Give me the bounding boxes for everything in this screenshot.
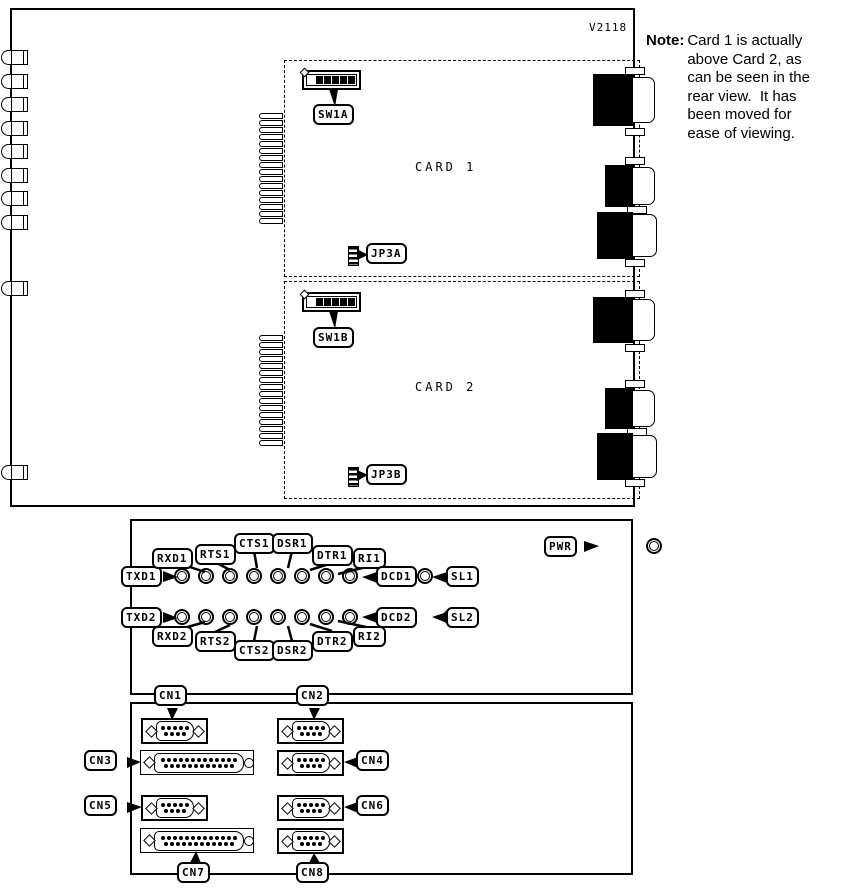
board-led-icon <box>1 97 28 112</box>
sl1-label: SL1 <box>446 566 479 587</box>
screw-hole-icon <box>328 757 341 770</box>
led-icon <box>318 568 334 584</box>
sl1-led-icon <box>417 568 433 584</box>
card1-rear-connector-face <box>632 214 657 257</box>
sl2-label: SL2 <box>446 607 479 628</box>
card1-name: CARD 1 <box>415 160 477 174</box>
ri1-label: RI1 <box>353 548 386 569</box>
dsr1-label: DSR1 <box>272 533 313 554</box>
txd2-label: TXD2 <box>121 607 162 628</box>
cts2-label: CTS2 <box>234 640 275 661</box>
rxd1-label: RXD1 <box>152 548 193 569</box>
dcd1-label: DCD1 <box>376 566 417 587</box>
board-led-icon <box>1 191 28 206</box>
rts1-label: RTS1 <box>195 544 236 565</box>
board-led-icon <box>1 50 28 65</box>
board-edge-led <box>1 465 28 480</box>
card2-edge-connector-icon <box>259 335 283 447</box>
card1-rear-connector-face <box>632 77 655 123</box>
card2-rear-connector-body <box>605 388 633 429</box>
led-icon <box>342 609 358 625</box>
cn4-label: CN4 <box>356 750 389 771</box>
led-icon <box>318 609 334 625</box>
screw-hole-icon <box>244 836 254 846</box>
led-icon <box>198 609 214 625</box>
pwr-label: PWR <box>544 536 577 557</box>
screw-hole-icon <box>328 802 341 815</box>
board-led-icon <box>1 168 28 183</box>
note-block <box>646 32 810 143</box>
led-icon <box>222 568 238 584</box>
note-label: Note: <box>646 32 685 49</box>
led-row-1 <box>174 568 358 584</box>
screw-hole-icon <box>192 725 205 738</box>
pwr-led-icon <box>646 538 662 554</box>
rxd2-label: RXD2 <box>152 626 193 647</box>
screw-hole-icon <box>244 758 254 768</box>
cn1-db9-connector-icon <box>141 718 208 744</box>
cn1-label: CN1 <box>154 685 187 706</box>
card2-rear-connector-face <box>632 435 657 478</box>
led-icon <box>246 568 262 584</box>
jp3b-jumper-icon <box>348 467 359 487</box>
board-part-number: V2118 <box>589 21 628 34</box>
card2-rear-connector-body <box>593 297 633 343</box>
jp3a-label: JP3A <box>366 243 407 264</box>
cn3-db25-connector-icon <box>140 750 254 775</box>
bracket-tab <box>625 259 645 267</box>
board-led-icon <box>1 121 28 136</box>
sw1b-label: SW1B <box>313 327 354 348</box>
sw1a-dip-switch-icon <box>302 70 361 90</box>
led-row-2 <box>174 609 358 625</box>
bracket-tab <box>625 128 645 136</box>
cn3-label: CN3 <box>84 750 117 771</box>
jp3a-jumper-icon <box>348 246 359 266</box>
cn6-label: CN6 <box>356 795 389 816</box>
board-edge-led-column <box>1 50 28 230</box>
board-led-icon <box>1 144 28 159</box>
cn2-label: CN2 <box>296 685 329 706</box>
dcd2-label: DCD2 <box>376 607 417 628</box>
led-icon <box>174 609 190 625</box>
dsr2-label: DSR2 <box>272 640 313 661</box>
screw-hole-icon <box>192 802 205 815</box>
card1-rear-connector-face <box>632 167 655 205</box>
bracket-tab <box>625 344 645 352</box>
dtr2-label: DTR2 <box>312 631 353 652</box>
led-icon <box>246 609 262 625</box>
card1-rear-connector-body <box>593 74 633 126</box>
ri2-label: RI2 <box>353 626 386 647</box>
bracket-tab <box>625 157 645 165</box>
card2-rear-connector-body <box>597 433 633 480</box>
led-icon <box>174 568 190 584</box>
board-led-icon <box>1 215 28 230</box>
cn8-db9-connector-icon <box>277 828 344 854</box>
cn7-db25-connector-icon <box>140 828 254 853</box>
rts2-label: RTS2 <box>195 631 236 652</box>
dtr1-label: DTR1 <box>312 545 353 566</box>
led-icon <box>222 609 238 625</box>
cn6-db9-connector-icon <box>277 795 344 821</box>
card1-edge-connector-icon <box>259 113 283 225</box>
card2-name: CARD 2 <box>415 380 477 394</box>
txd1-label: TXD1 <box>121 566 162 587</box>
led-icon <box>294 568 310 584</box>
bracket-tab <box>625 479 645 487</box>
cts1-label: CTS1 <box>234 533 275 554</box>
sw1b-dip-switch-icon <box>302 292 361 312</box>
cn2-db9-connector-icon <box>277 718 344 744</box>
screw-hole-icon <box>328 835 341 848</box>
cn7-label: CN7 <box>177 862 210 883</box>
card2-rear-connector-face <box>632 390 655 427</box>
bracket-tab <box>625 380 645 388</box>
led-icon <box>198 568 214 584</box>
cn5-db9-connector-icon <box>141 795 208 821</box>
board-led-icon <box>1 74 28 89</box>
led-icon <box>342 568 358 584</box>
led-icon <box>270 609 286 625</box>
note-text: Card 1 is actually above Card 2, as can be seen in the rear view. It has been moved for ease of viewing. <box>687 32 810 142</box>
screw-hole-icon <box>328 725 341 738</box>
board-edge-led <box>1 281 28 296</box>
sw1a-label: SW1A <box>313 104 354 125</box>
card1-rear-connector-body <box>597 212 633 259</box>
board-led-icon <box>1 465 28 480</box>
card1-rear-connector-body <box>605 165 633 207</box>
card2-rear-connector-face <box>632 299 655 341</box>
led-icon <box>294 609 310 625</box>
cn4-db9-connector-icon <box>277 750 344 776</box>
jp3b-label: JP3B <box>366 464 407 485</box>
cn8-label: CN8 <box>296 862 329 883</box>
led-icon <box>270 568 286 584</box>
board-led-icon <box>1 281 28 296</box>
cn5-label: CN5 <box>84 795 117 816</box>
